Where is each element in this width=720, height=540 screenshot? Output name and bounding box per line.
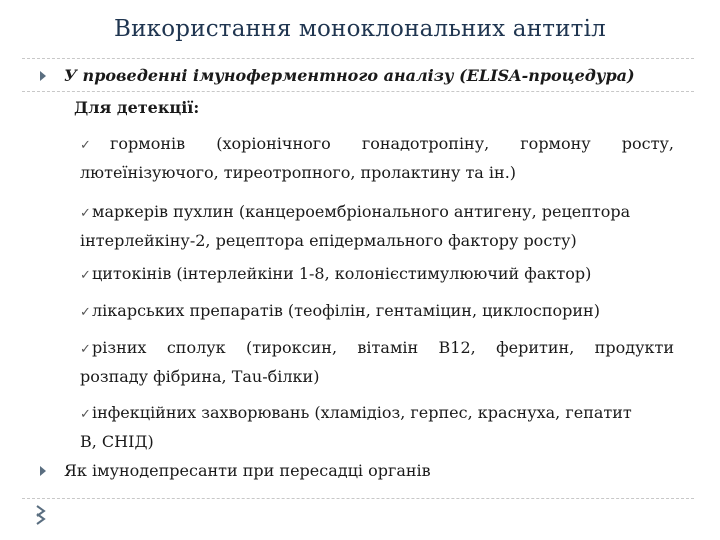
triangle-bullet-icon	[40, 466, 46, 476]
section-heading-immunosuppressants: Як імунодепресанти при пересадці органів	[64, 461, 431, 480]
checkmark-icon: ✓	[80, 268, 91, 283]
checkmark-icon: ✓	[80, 407, 91, 422]
checkmark-icon: ✓	[80, 138, 91, 153]
divider-top	[22, 58, 694, 59]
list-item-infections-cont: В, СНІД)	[80, 432, 154, 451]
chevron-double-icon[interactable]	[34, 504, 50, 526]
triangle-bullet-icon	[40, 71, 46, 81]
slide-title: Використання моноклональних антитіл	[114, 16, 606, 42]
section-heading-elisa: У проведенні імуноферментного аналізу (ELISA-процедура)	[64, 66, 635, 85]
checkmark-icon: ✓	[80, 206, 91, 221]
list-item-cytokines: цитокінів (інтерлейкіни 1-8, колонієстимулюючий фактор)	[92, 264, 592, 283]
checkmark-icon: ✓	[80, 342, 91, 357]
list-item-drugs: лікарських препаратів (теофілін, гентаміцин, циклоспорин)	[92, 301, 600, 320]
divider-section	[22, 91, 694, 92]
list-item-compounds-cont: розпаду фібрина, Тau-білки)	[80, 367, 320, 386]
list-item-compounds: різних сполук (тироксин, вітамін В12, феритин, продукти	[92, 338, 674, 357]
list-item-tumor-markers: маркерів пухлин (канцероембріонального антигену, рецептора	[92, 202, 631, 221]
list-item-infections: інфекційних захворювань (хламідіоз, герпес, краснуха, гепатит	[92, 403, 632, 422]
list-item-hormones: гормонів (хоріонічного гонадотропіну, гормону росту,	[110, 134, 674, 153]
list-item-tumor-markers-cont: інтерлейкіну-2, рецептора епідермального фактору росту)	[80, 231, 577, 250]
list-item-hormones-cont: лютеїнізуючого, тиреотропного, пролактину та ін.)	[80, 163, 517, 182]
detection-label: Для детекції:	[74, 98, 200, 117]
divider-bottom	[22, 498, 694, 499]
checkmark-icon: ✓	[80, 305, 91, 320]
